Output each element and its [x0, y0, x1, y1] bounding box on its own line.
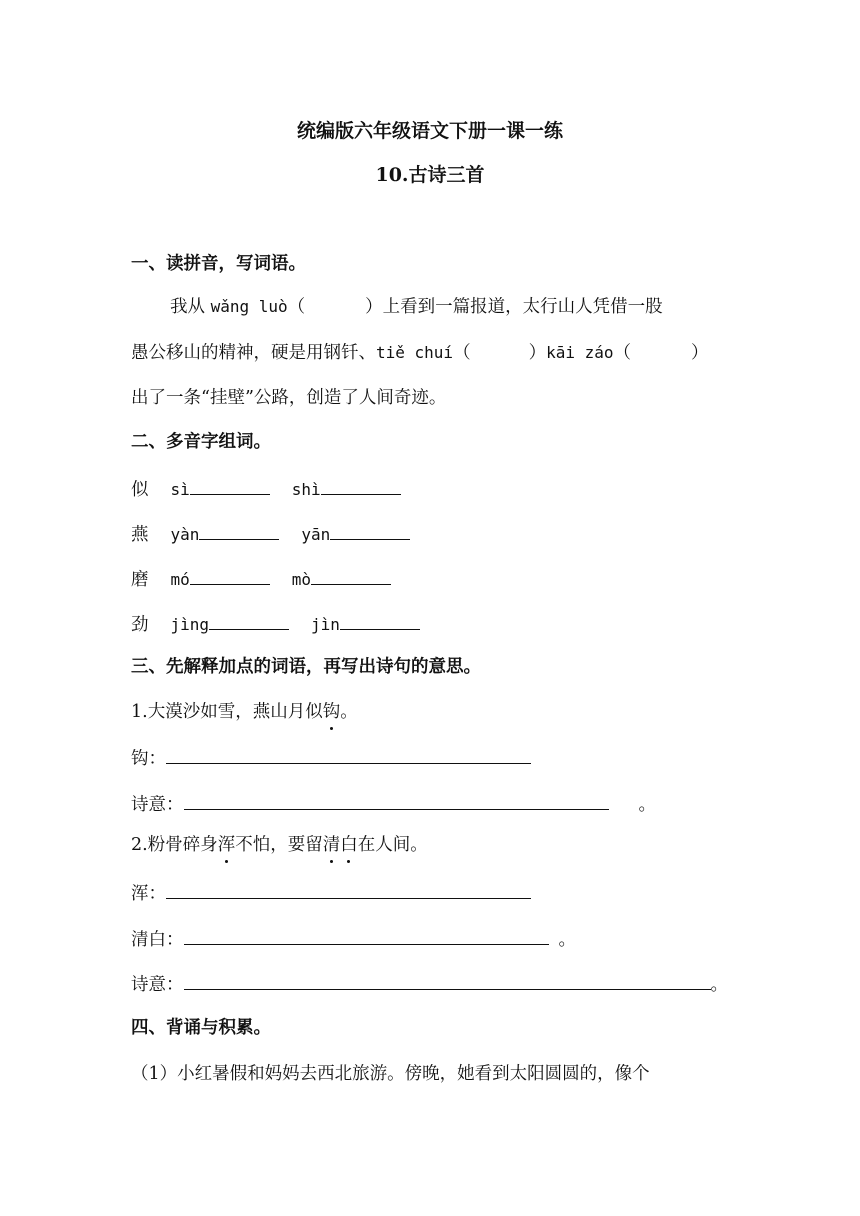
polyphone-char: 劲 — [131, 615, 149, 635]
q2-meaning-row — [131, 971, 728, 997]
answer-line[interactable] — [311, 566, 391, 585]
dotted-char: 白 — [340, 835, 358, 855]
text: 1.大漠沙如雪，燕山月似 — [131, 702, 323, 722]
polyphone-char: 似 — [131, 480, 149, 500]
answer-line[interactable] — [184, 926, 549, 945]
label: 浑： — [131, 884, 166, 904]
paren-open: （ — [287, 297, 306, 317]
q1-meaning-row — [131, 791, 656, 817]
dotted-char: 清 — [322, 835, 341, 855]
polyphone-char: 磨 — [131, 570, 149, 590]
page-title: 统编版六年级语文下册一课一练 — [296, 120, 563, 142]
label: 钩： — [131, 749, 166, 769]
q2-word2-row — [131, 926, 576, 952]
polyphone-row — [131, 566, 391, 592]
q1-word-row — [131, 745, 531, 771]
section1-line1 — [170, 295, 663, 319]
answer-line[interactable] — [190, 566, 270, 585]
question-2 — [131, 833, 428, 857]
text: 2.粉骨碎身 — [131, 835, 218, 855]
pinyin-tiechui: tiě chuí — [376, 343, 454, 362]
paren-close: ） — [365, 297, 383, 317]
q2-word1-row — [131, 880, 531, 906]
section1-line3: 出了一条“挂壁”公路，创造了人间奇迹。 — [131, 388, 447, 408]
section1-line2 — [131, 341, 709, 365]
answer-line[interactable] — [166, 745, 531, 764]
polyphone-row — [131, 611, 420, 637]
answer-line[interactable] — [199, 521, 279, 540]
question-1 — [131, 700, 358, 724]
pinyin: mò — [291, 570, 312, 589]
section4-paragraph: （1）小红暑假和妈妈去西北旅游。傍晚，她看到太阳圆圆的，像个 — [131, 1064, 650, 1084]
pinyin: yān — [301, 525, 331, 544]
text: 。 — [710, 975, 728, 995]
text: 不怕，要留 — [235, 835, 323, 855]
pinyin: jìn — [311, 615, 340, 634]
pinyin: mó — [170, 570, 190, 589]
text: 。 — [638, 795, 656, 815]
section3-heading: 三、先解释加点的词语，再写出诗句的意思。 — [131, 657, 481, 677]
label: 诗意： — [131, 795, 184, 815]
pinyin: jìng — [170, 615, 210, 634]
paren-close: ） — [691, 343, 709, 363]
text: 。 — [340, 702, 358, 722]
text: 愚公移山的精神，硬是用钢钎、 — [131, 343, 376, 363]
answer-line[interactable] — [340, 611, 420, 630]
text: 在人间。 — [357, 835, 428, 855]
answer-line[interactable] — [209, 611, 289, 630]
pinyin-kaizao: kāi záo — [546, 343, 614, 362]
paren-open: （ — [613, 343, 631, 363]
paren-close: ） — [528, 343, 547, 363]
text: 我从 — [170, 297, 211, 317]
paren-open: （ — [453, 343, 471, 363]
pinyin: shì — [291, 480, 321, 499]
polyphone-row — [131, 476, 401, 502]
answer-line[interactable] — [166, 880, 531, 899]
answer-line[interactable] — [321, 476, 401, 495]
pinyin: yàn — [170, 525, 200, 544]
section2-heading: 二、多音字组词。 — [131, 432, 271, 452]
label: 诗意： — [131, 975, 184, 995]
answer-line[interactable] — [330, 521, 410, 540]
label: 清白： — [131, 930, 184, 950]
dotted-char: 浑 — [217, 835, 236, 855]
dotted-char: 钩 — [322, 702, 341, 722]
text: 上看到一篇报道，太行山人凭借一股 — [382, 297, 663, 317]
answer-line[interactable] — [184, 791, 609, 810]
answer-line[interactable] — [190, 476, 270, 495]
pinyin-wangluo: wǎng luò — [210, 297, 288, 316]
polyphone-row — [131, 521, 410, 547]
lesson-title: 10.古诗三首 — [375, 164, 485, 186]
section4-heading: 四、背诵与积累。 — [131, 1018, 271, 1038]
polyphone-char: 燕 — [131, 525, 149, 545]
text: 。 — [558, 930, 576, 950]
pinyin: sì — [170, 480, 190, 499]
answer-line[interactable] — [184, 971, 711, 990]
section1-heading: 一、读拼音，写词语。 — [131, 254, 306, 274]
